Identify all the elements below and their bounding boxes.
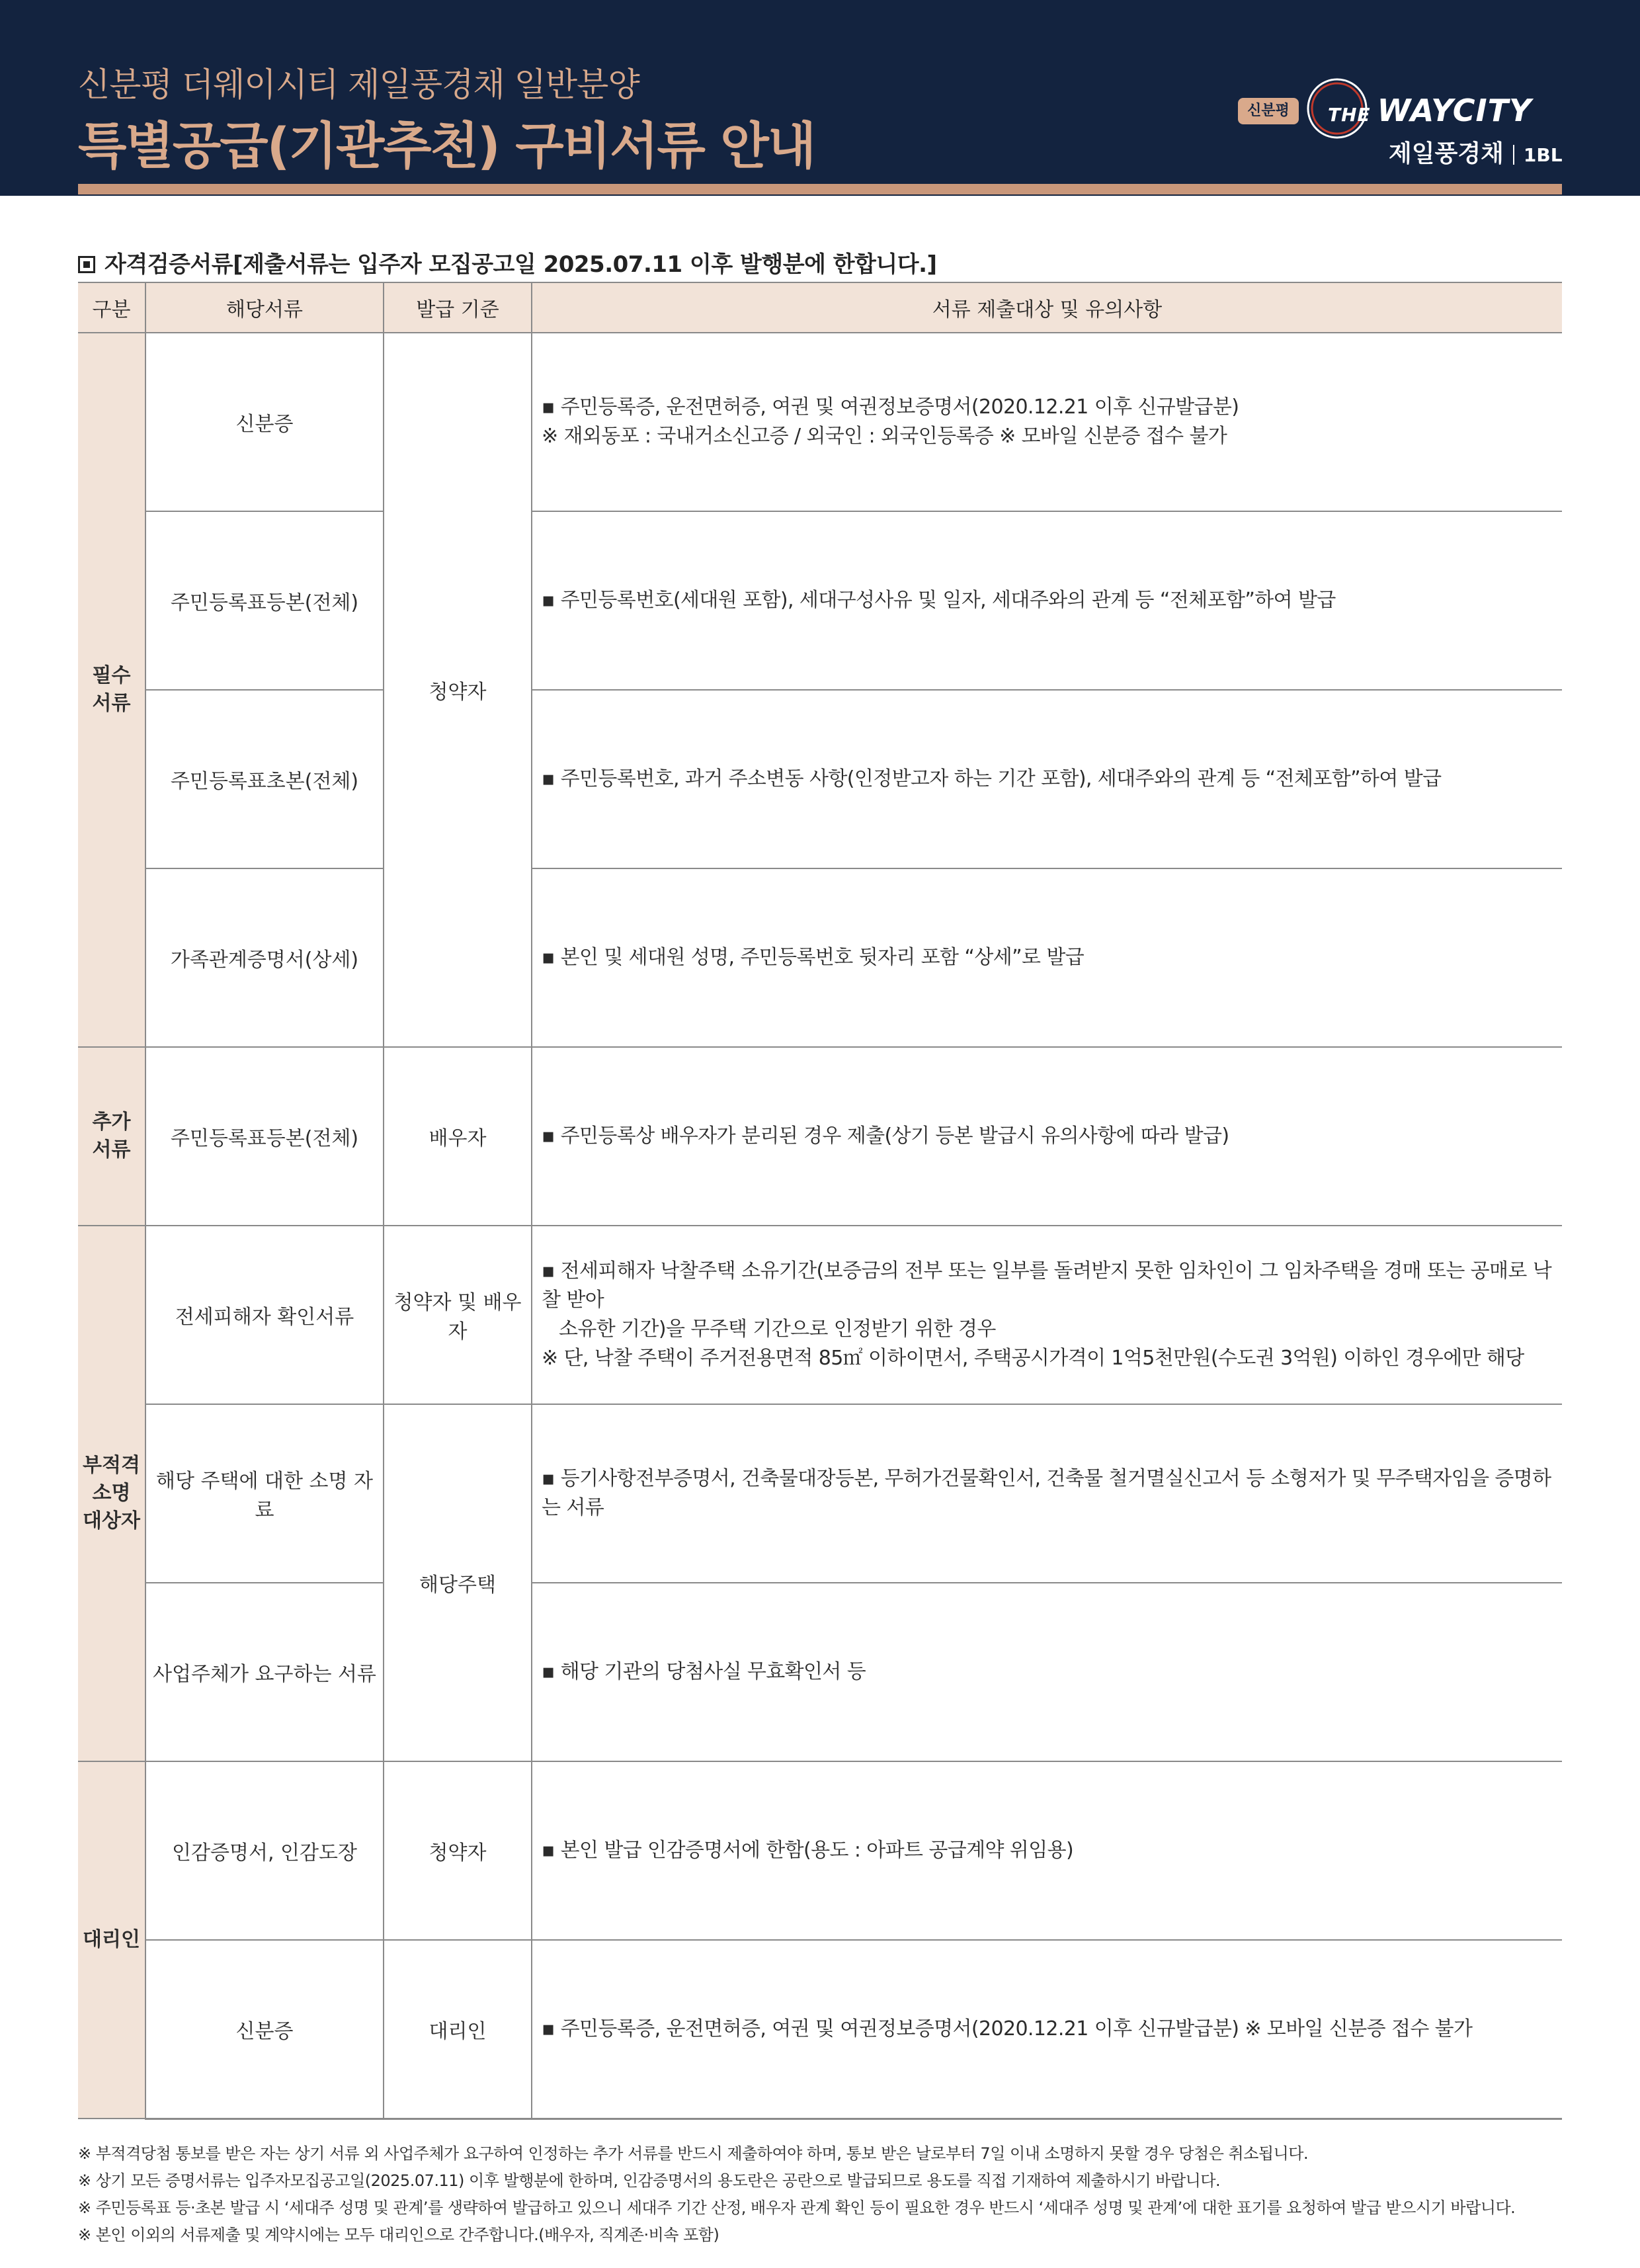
section-heading-text: 자격검증서류[제출서류는 입주자 모집공고일 2025.07.11 이후 발행분에 한합니다.]	[104, 251, 937, 278]
category-label: 추가 서류	[92, 1111, 131, 1161]
category-label: 대리인	[83, 1928, 140, 1951]
section-heading	[78, 246, 937, 278]
category-additional	[78, 1047, 145, 1226]
category-ineligible	[78, 1226, 145, 1761]
document-cell: 주민등록표초본(전체)	[145, 690, 384, 868]
page-header	[0, 0, 1640, 196]
document-cell: 전세피해자 확인서류	[145, 1226, 384, 1404]
table-row	[78, 1404, 1562, 1583]
table-row	[78, 1226, 1562, 1404]
logo-brand: WAYCITY	[1377, 93, 1532, 128]
note-line: ▪ 주민등록증, 운전면허증, 여권 및 여권정보증명서(2020.12.21 이후 신규발급분)	[542, 396, 1239, 419]
note-cell	[532, 1047, 1562, 1226]
document-cell: 가족관계증명서(상세)	[145, 868, 384, 1047]
page-subtitle: 신분평 더웨이시티 제일풍경채 일반분양	[78, 65, 639, 104]
logo-subtitle	[1389, 135, 1563, 169]
note-cell	[532, 1761, 1562, 1940]
logo-sub-name: 제일풍경채	[1389, 140, 1504, 167]
documents-table	[78, 282, 1562, 2120]
document-cell: 주민등록표등본(전체)	[145, 1047, 384, 1226]
note-cell	[532, 1226, 1562, 1404]
table-row	[78, 868, 1562, 1047]
document-cell: 사업주체가 요구하는 서류	[145, 1583, 384, 1761]
header-document: 해당서류	[145, 282, 384, 333]
document-cell: 주민등록표등본(전체)	[145, 511, 384, 690]
basis-cell: 청약자	[384, 1761, 532, 1940]
note-cell	[532, 1940, 1562, 2119]
logo-the: THE	[1328, 104, 1371, 126]
note-line: 소유한 기간)을 무주택 기간으로 인정받기 위한 경우	[559, 1318, 996, 1341]
header-accent-bar	[78, 184, 1562, 194]
table-row	[78, 1940, 1562, 2119]
header-basis: 발급 기준	[384, 282, 532, 333]
note-line: ▪ 주민등록증, 운전면허증, 여권 및 여권정보증명서(2020.12.21 이후 신규발급분) ※ 모바일 신분증 접수 불가	[542, 2017, 1473, 2040]
note-line: ※ 단, 낙찰 주택이 주거전용면적 85㎡ 이하이면서, 주택공시가격이 1억5천만원(수도권 3억원) 이하인 경우에만 해당	[542, 1347, 1524, 1370]
note-cell	[532, 1404, 1562, 1583]
category-label: 필수 서류	[92, 664, 131, 715]
note-cell	[532, 690, 1562, 868]
note-cell	[532, 511, 1562, 690]
note-cell	[532, 333, 1562, 511]
note-cell	[532, 1583, 1562, 1761]
document-cell: 신분증	[145, 1940, 384, 2119]
logo-block: 1BL	[1523, 144, 1563, 166]
footer-note: ※ 상기 모든 증명서류는 입주자모집공고일(2025.07.11) 이후 발행분에 한하며, 인감증명서의 용도란은 공란으로 발급되므로 용도를 직접 기재하여 제출하시기 바랍니다.	[78, 2171, 1221, 2190]
footer-note: ※ 부적격당첨 통보를 받은 자는 상기 서류 외 사업주체가 요구하여 인정하는 추가 서류를 반드시 제출하여야 하며, 통보 받은 날로부터 7일 이내 소명하지 못할 경우 당첨은 취소됩니다.	[78, 2144, 1309, 2163]
logo-divider	[1513, 145, 1514, 165]
document-cell: 해당 주택에 대한 소명 자료	[145, 1404, 384, 1583]
basis-cell: 배우자	[384, 1047, 532, 1226]
footer-notes	[78, 2140, 1573, 2249]
square-bullet-icon	[78, 256, 95, 273]
header-category: 구분	[78, 282, 145, 333]
basis-cell: 청약자	[384, 333, 532, 1047]
category-label: 부적격 소명 대상자	[83, 1454, 140, 1533]
table-row	[78, 511, 1562, 690]
note-line: ▪ 본인 및 세대원 성명, 주민등록번호 뒷자리 포함 “상세”로 발급	[542, 946, 1085, 969]
brand-logo	[1328, 93, 1532, 128]
table-row	[78, 1761, 1562, 1940]
logo-badge: 신분평	[1238, 98, 1299, 124]
category-required	[78, 333, 145, 1047]
table-header-row	[78, 282, 1562, 333]
note-line: ※ 재외동포 : 국내거소신고증 / 외국인 : 외국인등록증 ※ 모바일 신분증 접수 불가	[542, 425, 1227, 448]
note-cell	[532, 868, 1562, 1047]
footer-note: ※ 주민등록표 등·초본 발급 시 ‘세대주 성명 및 관계’를 생략하여 발급하고 있으니 세대주 기간 산정, 배우자 관계 확인 등이 필요한 경우 반드시 ‘세대주 성명 및 관계’에 대한 표기를 요청하여 발급 받으시기 바랍니다.	[78, 2199, 1516, 2217]
basis-cell: 대리인	[384, 1940, 532, 2119]
category-proxy	[78, 1761, 145, 2119]
note-line: ▪ 본인 발급 인감증명서에 한함(용도 : 아파트 공급계약 위임용)	[542, 1839, 1074, 1862]
note-line: ▪ 주민등록상 배우자가 분리된 경우 제출(상기 등본 발급시 유의사항에 따라 발급)	[542, 1124, 1229, 1148]
table-row	[78, 1047, 1562, 1226]
note-line: ▪ 주민등록번호, 과거 주소변동 사항(인정받고자 하는 기간 포함), 세대주와의 관계 등 “전체포함”하여 발급	[542, 767, 1442, 790]
footer-note: ※ 본인 이외의 서류제출 및 계약시에는 모두 대리인으로 간주합니다.(배우자, 직계존·비속 포함)	[78, 2226, 719, 2244]
header-notes: 서류 제출대상 및 유의사항	[532, 282, 1562, 333]
document-cell: 신분증	[145, 333, 384, 511]
table-row	[78, 690, 1562, 868]
table-row	[78, 333, 1562, 511]
basis-cell: 해당주택	[384, 1404, 532, 1761]
note-line: ▪ 등기사항전부증명서, 건축물대장등본, 무허가건물확인서, 건축물 철거멸실신고서 등 소형저가 및 무주택자임을 증명하는 서류	[542, 1467, 1551, 1519]
note-line: ▪ 전세피해자 낙찰주택 소유기간(보증금의 전부 또는 일부를 돌려받지 못한 임차인이 그 임차주택을 경매 또는 공매로 낙찰 받아	[542, 1259, 1552, 1312]
page-title: 특별공급(기관추천) 구비서류 안내	[78, 116, 815, 175]
basis-cell: 청약자 및 배우자	[384, 1226, 532, 1404]
table-row	[78, 1583, 1562, 1761]
note-line: ▪ 해당 기관의 당첨사실 무효확인서 등	[542, 1660, 866, 1683]
note-line: ▪ 주민등록번호(세대원 포함), 세대구성사유 및 일자, 세대주와의 관계 등 “전체포함”하여 발급	[542, 589, 1336, 612]
document-cell: 인감증명서, 인감도장	[145, 1761, 384, 1940]
